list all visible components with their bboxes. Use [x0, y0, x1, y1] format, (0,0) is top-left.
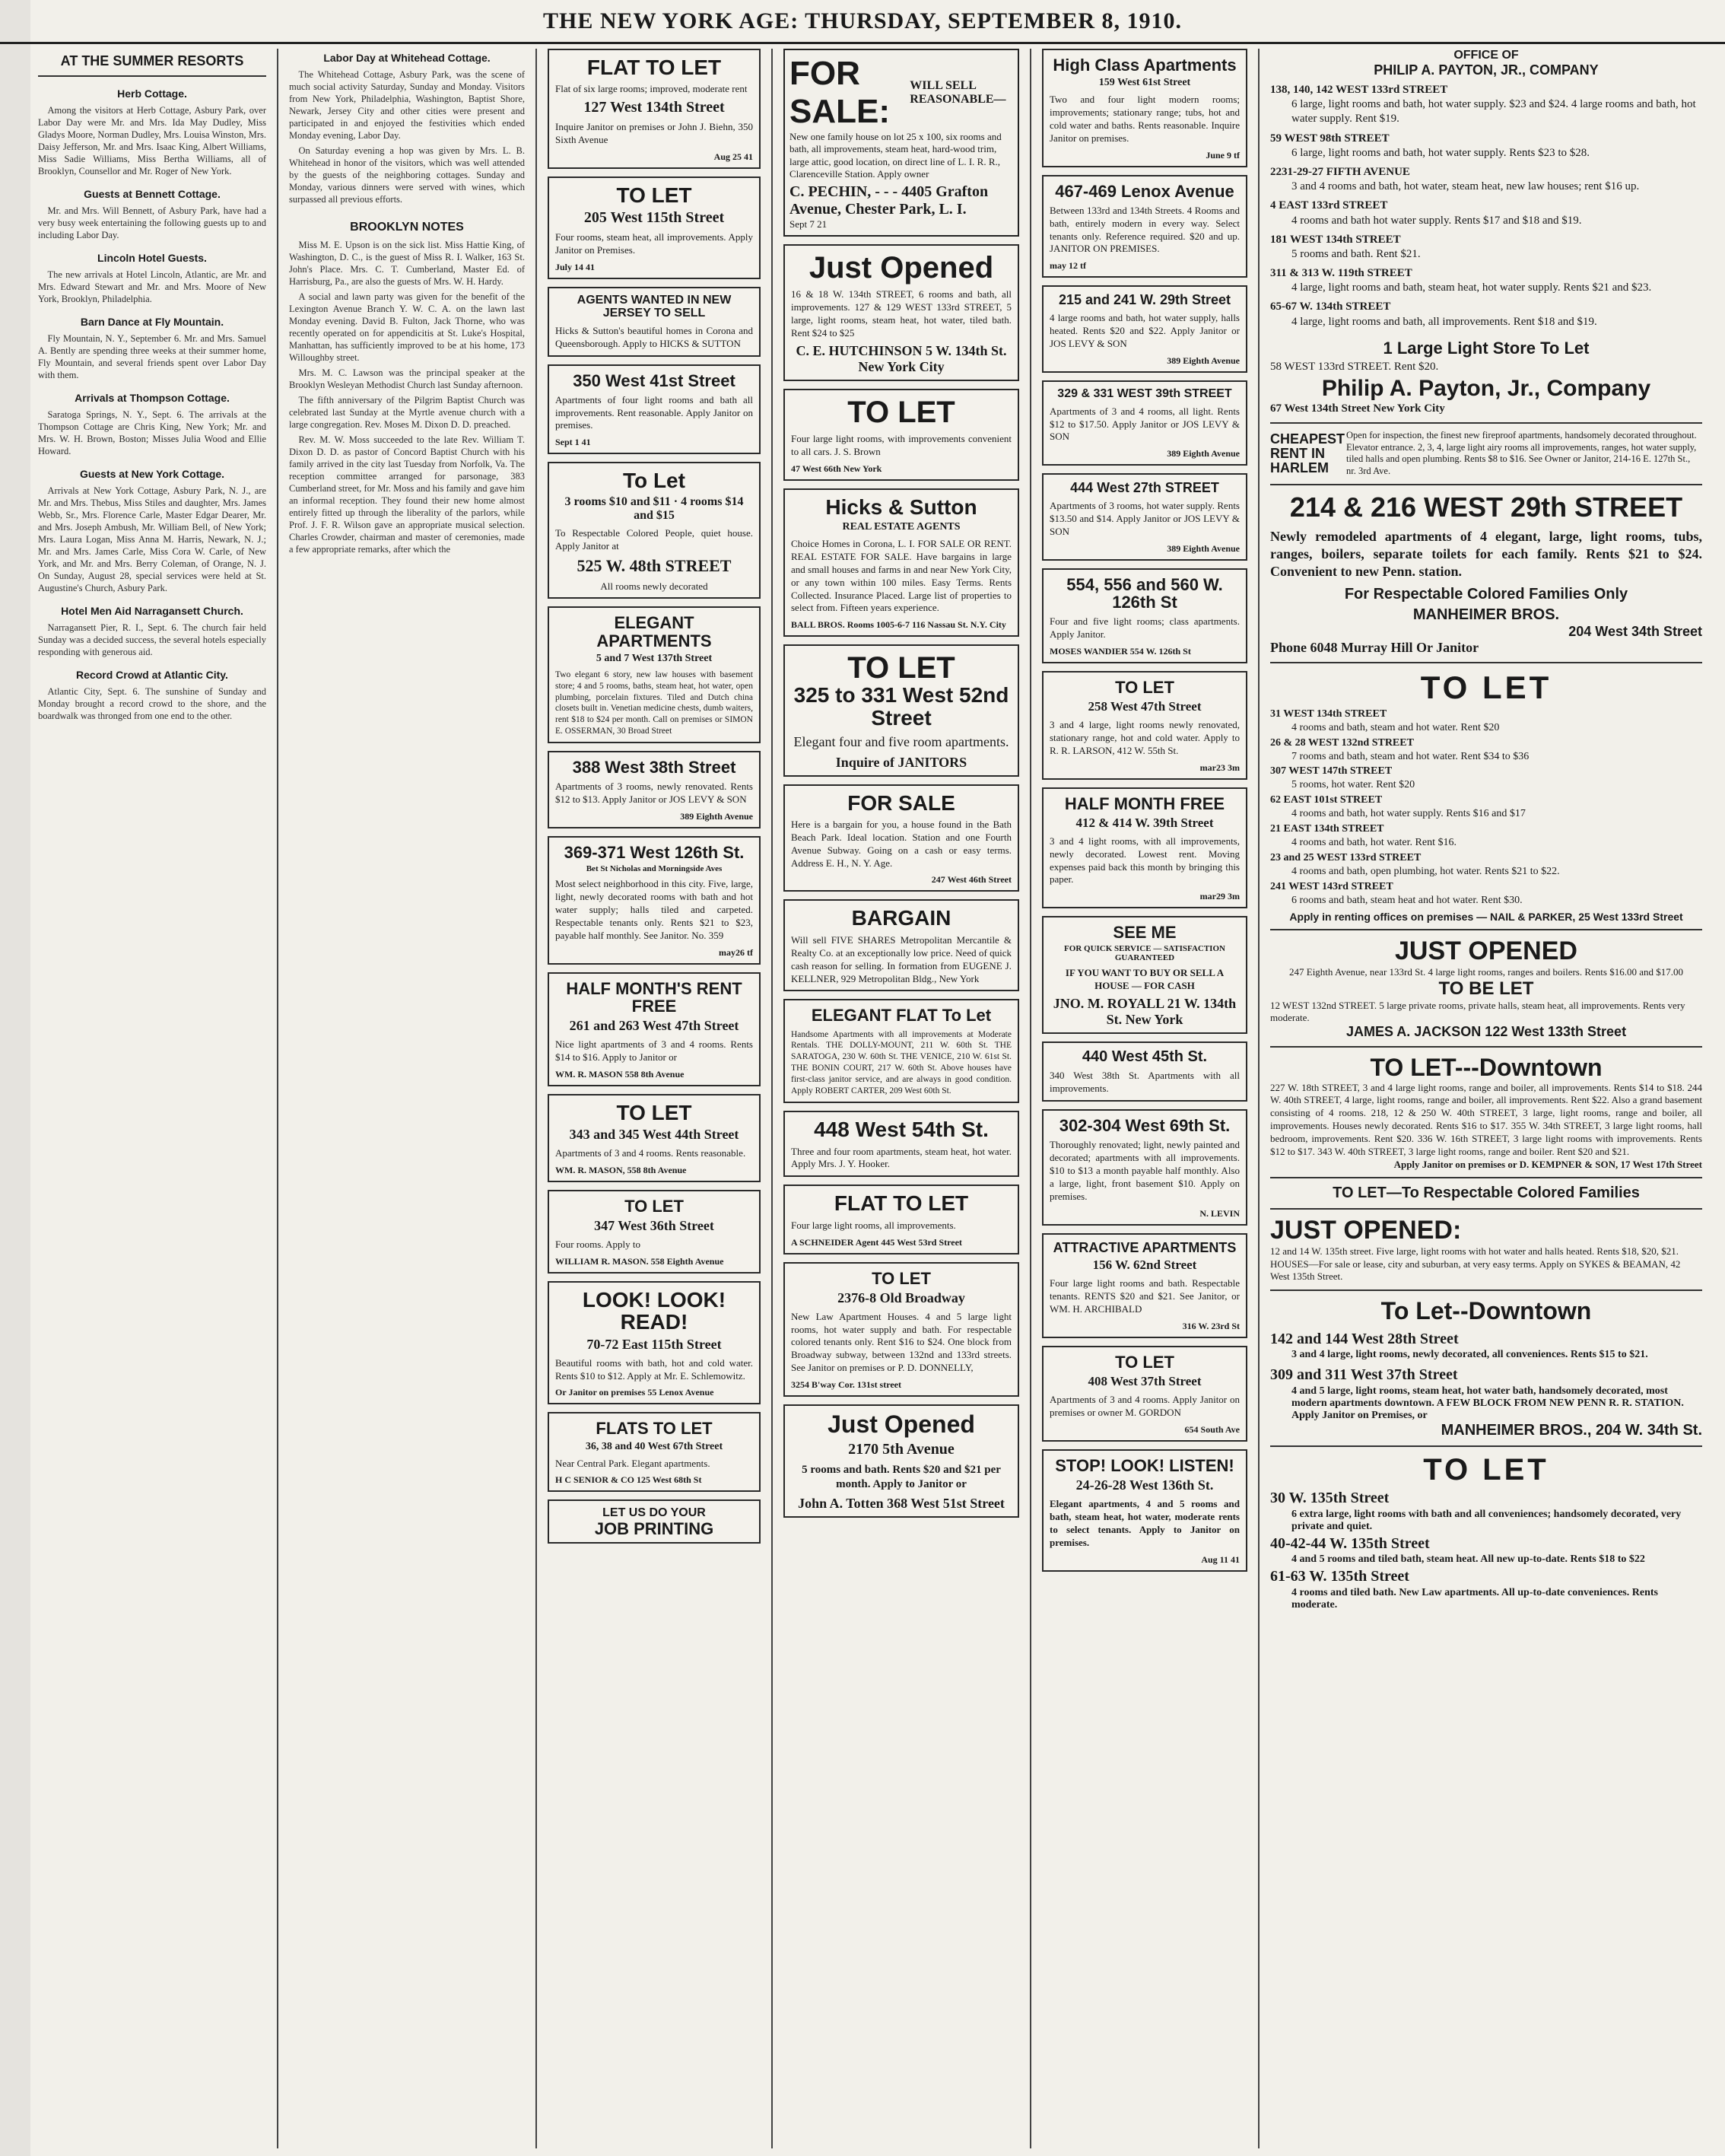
resort-section — [38, 252, 266, 305]
classified-ad — [783, 488, 1019, 638]
ad-body: Apartments of 3 rooms, newly renovated. Rents $12 to $13. Apply Janitor or JOS LEVY & SON — [555, 781, 753, 806]
story-text: The Whitehead Cottage, Asbury Park, was the scene of much social activity Saturday, Sunday and Monday. Visitors from New York, Philadelphia, Washington, Baptist Shore, Newark, Jersey City and other cities were present and participated in and enjoyed the festivities which ended Monday evening, Labor Day. — [289, 69, 525, 141]
to-be-let-body: 12 WEST 132nd STREET. 5 large private rooms, private halls, steam heat, all improvements. Rents very moderate. — [1270, 999, 1685, 1023]
ad-headline: TO LET — [616, 183, 692, 208]
ad-body: 16 & 18 W. 134th STREET, 6 rooms and bath, all improvements. 127 & 129 WEST 133rd STREET, 5 large, light rooms, steam heat, hot water, tiled bath. Rent $24 to $25 — [791, 288, 1012, 339]
downtown-2-address-a: 142 and 144 West 28th Street — [1270, 1330, 1459, 1347]
ad-subtitle: REAL ESTATE AGENTS — [842, 520, 961, 533]
divider — [1270, 1046, 1702, 1048]
ad-body: Three and four room apartments, steam heat, hot water. Apply Mrs. J. Y. Hooker. — [791, 1145, 1012, 1170]
ad-address: 156 W. 62nd Street — [1092, 1258, 1197, 1273]
ad-address: 205 West 115th Street — [583, 209, 725, 227]
ad-contact: 389 Eighth Avenue — [680, 811, 753, 822]
classified-ad — [548, 1094, 761, 1182]
manheimer-bros: MANHEIMER BROS. — [1412, 606, 1560, 623]
ad-body: Here is a bargain for you, a house found in the Bath Beach Park. Ideal location. Station and one Fourth Avenue Subway. Going on a cash or easy terms. Address E. H., N. Y. Age. — [791, 818, 1012, 869]
classified-ad — [1042, 1233, 1247, 1339]
brooklyn-notes-heading: BROOKLYN NOTES — [350, 221, 464, 234]
ad-body: Nice light apartments of 3 and 4 rooms. Rents $14 to $16. Apply to Janitor or — [555, 1038, 753, 1063]
story-text: Atlantic City, Sept. 6. The sunshine of Sunday and Monday brought a record crowd to the shore, and the boardwalk was thronged from one end to the other. — [38, 686, 266, 721]
ad-address: 2170 5th Avenue — [848, 1440, 955, 1458]
ad-contact: BALL BROS. Rooms 1005-6-7 116 Nassau St. N.Y. City — [791, 619, 1006, 631]
column-rule — [1258, 49, 1260, 2148]
ad-date: may 12 tf — [1050, 260, 1086, 272]
ad-subtitle: Bet St Nicholas and Morningside Aves — [586, 864, 723, 874]
payton-office-header — [1270, 49, 1702, 78]
classified-ad — [548, 1281, 761, 1405]
ad-headline: 302-304 West 69th St. — [1059, 1115, 1231, 1135]
ad-contact: C. E. HUTCHINSON 5 W. 134th St. New York City — [796, 342, 1007, 374]
story-text: Narragansett Pier, R. I., Sept. 6. The church fair held Sunday was a decided success, the several hotels especially responding with generous aid. — [38, 622, 266, 657]
section-heading: Lincoln Hotel Guests. — [97, 252, 207, 264]
ad-contact: JNO. M. ROYALL 21 W. 134th St. New York — [1053, 996, 1237, 1028]
section-title: AT THE SUMMER RESORTS — [38, 49, 266, 77]
payton-company: Philip A. Payton, Jr., Company — [1321, 376, 1651, 401]
for-sale-owner: C. PECHIN, - - - 4405 Grafton Avenue, Chester Park, L. I. — [789, 183, 989, 218]
ad-date: Aug 25 41 — [713, 151, 753, 163]
ad-date: mar23 3m — [1199, 762, 1240, 773]
ad-body: Apartments of 3 and 4 rooms, all light. Rents $12 to $17.50. Apply Janitor or JOS LEVY & SON — [1050, 405, 1240, 443]
ad-contact: MOSES WANDIER 554 W. 126th St — [1050, 645, 1191, 657]
classified-ad — [783, 899, 1019, 991]
story-text: Mr. and Mrs. Will Bennett, of Asbury Park, have had a very busy week entertaining the following guests up to and including Labor Day. — [38, 205, 266, 240]
ad-headline: TO LET — [616, 1100, 692, 1124]
ad-body: Elegant apartments, 4 and 5 rooms and bath, steam heat, hot water, moderate rents to select tenants. Apply to Janitor on premises. — [1050, 1498, 1240, 1548]
classified-ad — [548, 972, 761, 1086]
story-text: A social and lawn party was given for the benefit of the Lexington Avenue Branch Y. W. C. A. on the lawn last Monday evening. David B. Fulton, Jack Thorne, who was recently operated on for appendicitis at St. Luke's Hospital, Manhattan, has sufficiently improved to be at his home, 173 Willoughby street. — [289, 291, 525, 363]
ad-body: Choice Homes in Corona, L. I. FOR SALE OR RENT. REAL ESTATE FOR SALE. Have bargains in large and small houses and farms in and near New York City, or any town within 100 miles. Easy Terms. Rents Collected. Insurance Placed. Large list of properties to select from. Fifteen years experience. — [791, 537, 1012, 614]
ad-contact: H C SENIOR & CO 125 West 68th St — [555, 1474, 702, 1486]
ad-contact: Or Janitor on premises 55 Lenox Avenue — [555, 1387, 714, 1398]
ad-date: June 9 tf — [1206, 149, 1240, 161]
ad-headline: Hicks & Sutton — [825, 494, 977, 519]
downtown-2-contact: MANHEIMER BROS., 204 W. 34th St. — [1441, 1421, 1702, 1439]
ad-address: 325 to 331 West 52nd Street — [793, 683, 1009, 730]
ad-headline: Just Opened — [828, 1410, 975, 1439]
story-text: Among the visitors at Herb Cottage, Asbury Park, over Labor Day were Mr. and Mrs. Ida May Dudley, Miss Gladys Moore, Norman Dudley, Mrs. Louisa Winston, Mrs. Daisy Jefferson, Mr. and Mrs. Isaac King, Albert Williams, Miss Sadie Williams, Miss Bertha Williams, all of Brooklyn, Counsellor and Mr. Roger of New York. — [38, 105, 266, 176]
divider — [1270, 1177, 1702, 1178]
classified-ad — [548, 364, 761, 455]
to-let-address-a: 30 W. 135th Street — [1270, 1489, 1390, 1506]
column-classified-ads-3 — [1034, 49, 1255, 2148]
ad-contact: WM. R. MASON, 558 8th Avenue — [555, 1164, 687, 1175]
to-let-detail-a: 6 extra large, light rooms with bath and all conveniences; handsomely decorated, very private and quiet. — [1291, 1508, 1682, 1532]
for-sale-ad — [783, 49, 1019, 237]
resort-section — [38, 669, 266, 722]
classified-ad — [1042, 473, 1247, 561]
ad-address: 159 West 61st Street — [1098, 77, 1191, 89]
listing-item: 59 WEST 98th STREET 6 large, light rooms and bath, hot water supply. Rents $23 to $28. — [1270, 132, 1590, 159]
ad-address: 343 and 345 West 44th Street — [569, 1127, 739, 1143]
downtown-2-address-b: 309 and 311 West 37th Street — [1270, 1366, 1458, 1384]
ad-headline: 369-371 West 126th St. — [564, 843, 745, 863]
divider — [1270, 1289, 1702, 1291]
classified-ad — [1042, 568, 1247, 663]
story-text: Miss M. E. Upson is on the sick list. Miss Hattie King, of Washington, D. C., is the guest of Miss R. I. Walker, 163 St. John's Place. Mrs. C. T. Cumberland, Master Ed. of Harrisburg, Pa., are also the guests of Mrs. W. H. Hardy. — [289, 240, 525, 287]
ad-contact: N. LEVIN — [1199, 1207, 1240, 1219]
ad-headline: 388 West 38th Street — [572, 758, 736, 777]
resort-section — [38, 468, 266, 594]
classified-ad — [548, 1412, 761, 1492]
resort-section — [38, 188, 266, 241]
story-text: Fly Mountain, N. Y., September 6. Mr. and Mrs. Samuel A. Bently are spending three weeks at their summer home, Fly Mountain, and several friends spent over Labor Day with them. — [38, 333, 266, 380]
to-let-last-headline: TO LET — [1423, 1452, 1549, 1487]
ad-body: Four rooms, steam heat, all improvements. Apply Janitor on Premises. — [555, 231, 753, 256]
ad-headline: TO LET — [847, 395, 955, 429]
listing-item: 65-67 W. 134th STREET 4 large, light rooms and bath, all improvements. Rent $18 and $19. — [1270, 301, 1597, 328]
divider — [1270, 1208, 1702, 1210]
ad-body: Apartments of four light rooms and bath all improvements. Rent reasonable. Apply Janitor on premises. — [555, 393, 753, 431]
phone-line: Phone 6048 Murray Hill Or Janitor — [1270, 639, 1479, 655]
story-text: Mrs. M. C. Lawson was the principal speaker at the Brooklyn Wesleyan Methodist Church last Sunday afternoon. — [289, 367, 525, 390]
ad-contact: 316 W. 23rd St — [1182, 1321, 1240, 1332]
ad-body: Between 133rd and 134th Streets. 4 Rooms and bath, entirely modern in every way. Select tenants only. Reference required. $20 and up. JANITOR ON PREMISES. — [1050, 204, 1240, 255]
ad-body: Four large light rooms, all improvements. — [791, 1219, 956, 1231]
to-let-detail-c: 4 rooms and tiled bath. New Law apartments. All up-to-date conveniences. Rents moderate. — [1291, 1586, 1658, 1611]
ad-contact: 389 Eighth Avenue — [1167, 448, 1240, 460]
classified-ad — [548, 462, 761, 599]
ad-contact: 247 West 46th Street — [931, 874, 1012, 886]
ad-headline: 215 and 241 W. 29th Street — [1058, 292, 1231, 308]
classified-ad — [1042, 671, 1247, 780]
masthead — [0, 0, 1725, 44]
listing-item: 31 WEST 134th STREET 4 rooms and bath, steam and hot water. Rent $20 — [1270, 708, 1500, 733]
listing-item: 138, 140, 142 WEST 133rd STREET 6 large, light rooms and bath, hot water supply. $23 and $24. 4 large rooms and bath, hot water supply. Rent $19. — [1270, 84, 1696, 126]
story-text: The fifth anniversary of the Pilgrim Baptist Church was celebrated last Sunday at the Myrtle avenue church with a large congregation. Rev. Moses M. Dixon D. D. preached. — [289, 395, 525, 430]
section-heading: Guests at Bennett Cottage. — [84, 188, 221, 200]
story-text: The new arrivals at Hotel Lincoln, Atlantic, are Mr. and Mrs. Edward Stewart and Mr. and Mrs. Moore of New York, Brooklyn, Philadelphia. — [38, 269, 266, 304]
just-opened-headline: JUST OPENED — [1395, 936, 1577, 965]
ad-body: Apartments of 3 rooms, hot water supply. Rents $13.50 and $14. Apply Janitor or JOS LEVY & SON — [1050, 500, 1240, 538]
kempner-contact: Apply Janitor on premises or D. KEMPNER & SON, 17 West 17th Street — [1393, 1158, 1702, 1170]
just-opened-body: 247 Eighth Avenue, near 133rd St. 4 large light rooms, ranges and boilers. Rents $16.00 and $17.00 — [1289, 965, 1683, 978]
story-text: Arrivals at New York Cottage, Asbury Park, N. J., are Mr. and Mrs. Thebus, Miss Stiles and daughter, Mrs. James Webb, Sr., Mrs. Florence Carle, Master Edgar Dearer, Mr. and Mrs. Joseph Ambush, Mr. William Bell, of New York; Mrs. Laura Logan, Miss Anna M. Harris, Newark, N. J.; Mr. and Mrs. James Carle, Miss Cora W. Carle, of New York, and Mr. and Mrs. Berry Coleman, of Orange, N. J. On Sunday, August 28, special services were held at St. Augustine's Church, Asbury Park. — [38, 485, 266, 593]
classified-ad — [783, 784, 1019, 892]
to-let-address-b: 40-42-44 W. 135th Street — [1270, 1534, 1430, 1552]
ad-body: To Respectable Colored People, quiet house. Apply Janitor at — [555, 526, 753, 552]
ad-body: Thoroughly renovated; light, newly painted and decorated; apartments with all improvements. $10 to $13 a month payable half monthly. Also a large, light, front basement $10. Apply on premises. — [1050, 1139, 1240, 1202]
classified-ad — [548, 1190, 761, 1274]
listing-item: 26 & 28 WEST 132nd STREET 7 rooms and bath, steam and hot water. Rent $34 to $36 — [1270, 736, 1530, 762]
ad-headline: ATTRACTIVE APARTMENTS — [1053, 1239, 1237, 1255]
column-rule — [771, 49, 773, 2148]
classified-ad — [548, 1499, 761, 1544]
manheimer-address: 204 West 34th Street — [1568, 623, 1702, 639]
ad-body: Four rooms. Apply to — [555, 1239, 640, 1251]
classified-ad — [548, 49, 761, 169]
ad-body: Apartments of 3 and 4 rooms. Apply Janitor on premises or owner M. GORDON — [1050, 1394, 1240, 1419]
cheapest-body: Open for inspection, the finest new fireproof apartments, handsomely decorated throughout. Elevator entrance. 2, 3, 4, large light airy rooms all improvements, ranges, hot water supply, tiled halls and open plumbing. Rents $8 to $16. See Owner or Janitor, 214-16 E. 127th St., nr. 3rd Ave. — [1346, 430, 1697, 477]
ad-body: 3 and 4 light rooms, with all improvements, newly decorated. Lowest rent. Moving expenses paid back this month by bringing this paper. — [1050, 835, 1240, 886]
ad-body: Four and five light rooms; class apartments. Apply Janitor. — [1050, 615, 1240, 640]
ad-headline: HALF MONTH'S RENT FREE — [566, 978, 742, 1016]
ad-body: Hicks & Sutton's beautiful homes in Corona and Queensborough. Apply to HICKS & SUTTON — [555, 324, 753, 349]
ad-address: 70-72 East 115th Street — [586, 1336, 722, 1352]
ad-headline: 440 West 45th St. — [1082, 1048, 1208, 1066]
ad-body: Elegant four and five room apartments. — [793, 734, 1009, 750]
ad-body: Handsome Apartments with all improvements at Moderate Rentals. THE DOLLY-MOUNT, 211 W. 60th St. THE SARATOGA, 230 W. 60th St. THE VENICE, 210 W. 61st St. THE BONIN COURT, 217 W. 60th St. Above houses have first-class janitor service, and are always in good condition. Apply ROBERT CARTER, 209 West 60th St. — [791, 1029, 1012, 1096]
ad-headline: TO LET — [872, 1268, 931, 1288]
column-classified-ads-2 — [776, 49, 1027, 2148]
for-sale-body: New one family house on lot 25 x 100, six rooms and bath, all improvements, steam heat, hard-wood trim, large attic, good location, on direct line of L. I. R. R., Clarenceville Station. Apply owner — [789, 131, 1002, 180]
section-heading: Arrivals at Thompson Cottage. — [75, 392, 230, 404]
ad-headline: TO LET — [847, 651, 955, 685]
ad-address: 24-26-28 West 136th St. — [1075, 1477, 1214, 1493]
for-sale-headline: FOR SALE: — [789, 55, 890, 130]
classified-ad — [1042, 1346, 1247, 1442]
ad-contact: 389 Eighth Avenue — [1167, 355, 1240, 366]
classified-ad — [783, 389, 1019, 481]
column-rule — [535, 49, 537, 2148]
column-classified-ads-1 — [540, 49, 768, 2148]
ad-contact: WILLIAM R. MASON. 558 Eighth Avenue — [555, 1255, 724, 1267]
ad-contact: John A. Totten 368 West 51st Street — [798, 1495, 1005, 1511]
jackson-contact: JAMES A. JACKSON 122 West 133th Street — [1345, 1023, 1627, 1039]
classified-ad — [1042, 1449, 1247, 1572]
ad-address: 127 West 134th Street — [583, 99, 725, 116]
ad-body: 3 and 4 large, light rooms newly renovated, stationary range, hot and cold water. Apply to R. R. LARSON, 412 W. 55th St. — [1050, 718, 1240, 756]
newspaper-page — [30, 49, 1710, 2148]
ad-headline: SEE ME — [1113, 923, 1177, 943]
ad-address: 261 and 263 West 47th Street — [569, 1017, 739, 1033]
ad-contact: 47 West 66th New York — [791, 463, 882, 474]
ad-headline: LET US DO YOUR — [602, 1506, 706, 1520]
column-rule — [1030, 49, 1031, 2148]
ad-headline: HALF MONTH FREE — [1064, 793, 1225, 813]
classified-ad — [548, 836, 761, 965]
divider — [1270, 422, 1702, 424]
masthead-title: THE NEW YORK AGE: THURSDAY, SEPTEMBER 8, 1910. — [542, 8, 1183, 33]
ad-body: New Law Apartment Houses. 4 and 5 large light rooms, hot water supply and bath. For respectable colored tenants only. Rent $16 to $24. One block from Broadway subway, between 132nd and 133rd streets. See Janitor on premises or P. D. DONNELLY, — [791, 1310, 1012, 1374]
column-realty-offices — [1263, 49, 1710, 2148]
listing-item: 311 & 313 W. 119th STREET 4 large, light rooms and bath, steam heat, hot water supply. Rents $21 and $23. — [1270, 267, 1652, 294]
downtown-2-detail-a: 3 and 4 large, light rooms, newly decorated, all conveniences. Rents $15 to $21. — [1291, 1349, 1648, 1361]
resort-section — [38, 316, 266, 381]
ad-address: 408 West 37th Street — [1088, 1374, 1202, 1389]
ad-body: Four large light rooms and bath. Respectable tenants. RENTS $20 and $21. See Janitor, or WM. H. ARCHIBALD — [1050, 1277, 1240, 1315]
ad-headline: AGENTS WANTED IN NEW JERSEY TO SELL — [577, 294, 732, 320]
resort-section — [38, 392, 266, 457]
to-let-detail-b: 4 and 5 rooms and tiled bath, steam heat. All new up-to-date. Rents $18 to $22 — [1291, 1553, 1645, 1566]
section-heading: Guests at New York Cottage. — [79, 468, 225, 480]
ad-contact: 654 South Ave — [1184, 1423, 1240, 1435]
listing-item: 21 EAST 134th STREET 4 rooms and bath, hot water. Rent $16. — [1270, 823, 1457, 849]
classified-ad — [1042, 285, 1247, 373]
listing-item: 2231-29-27 FIFTH AVENUE 3 and 4 rooms and bath, hot water, steam heat, new law houses; rent $16 up. — [1270, 165, 1640, 193]
classified-ad — [1042, 787, 1247, 909]
ad-headline: TO LET — [624, 1196, 684, 1216]
ad-headline: 444 West 27th STREET — [1070, 480, 1219, 496]
story-text: On Saturday evening a hop was given by Mrs. L. B. Whitehead in honor of the visitors, which was well attended by the guests of the neighboring cottages. Sunday and Monday, various dinners were served with wines, which surpassed all previous efforts. — [289, 145, 525, 205]
column-summer-resorts — [30, 49, 274, 2148]
big-ad-body: Newly remodeled apartments of 4 elegant, large, light rooms, tubs, ranges, boilers, separate toilets for each family. Rents $21 to $24. Convenient to new Penn. station. — [1270, 528, 1702, 580]
ad-date: may26 tf — [719, 946, 753, 958]
ad-headline: To Let — [623, 469, 685, 493]
ad-address: 258 West 47th Street — [1088, 698, 1202, 714]
ad-body: Near Central Park. Elegant apartments. — [555, 1457, 710, 1469]
nail-parker-contact: Apply in renting offices on premises — NAIL & PARKER, 25 West 133rd Street — [1289, 910, 1683, 923]
for-sale-tagline: WILL SELL REASONABLE— — [910, 79, 1006, 106]
listing-item: 241 WEST 143rd STREET 6 rooms and bath, steam heat and hot water. Rent $30. — [1270, 880, 1523, 906]
section-heading: Labor Day at Whitehead Cottage. — [323, 52, 491, 64]
listing-item: 62 EAST 101st STREET 4 rooms and bath, hot water supply. Rents $16 and $17 — [1270, 794, 1526, 820]
listing-item: 181 WEST 134th STREET 5 rooms and bath. Rent $21. — [1270, 233, 1421, 260]
to-let-address-c: 61-63 W. 135th Street — [1270, 1568, 1409, 1585]
ad-headline: 467-469 Lenox Avenue — [1055, 181, 1234, 201]
classified-ad — [1042, 49, 1247, 167]
ad-body: 5 rooms and bath. Rents $20 and $21 per month. Apply to Janitor or — [802, 1463, 1001, 1491]
classified-ad — [1042, 1041, 1247, 1102]
ad-headline: BARGAIN — [851, 906, 951, 930]
ad-address: 36, 38 and 40 West 67th Street — [585, 1440, 723, 1452]
downtown-2-detail-b: 4 and 5 large, light rooms, steam heat, hot water bath, handsomely decorated, most modern apartments downtown. A FEW BLOCK FROM NEW PENN R. R. STATION. Apply Janitor on Premises, or — [1291, 1385, 1684, 1421]
nail-parker-listings — [1270, 708, 1702, 908]
ad-body: Will sell FIVE SHARES Metropolitan Mercantile & Realty Co. at an exceptionally low price. Need of quick cash reason for selling. In formation from EUGENE J. KELLNER, 929 Metropolitan Bldg., New York — [791, 933, 1012, 984]
cheapest-rent-ad — [1270, 430, 1702, 478]
classified-ad — [783, 1262, 1019, 1398]
classified-ad — [1042, 175, 1247, 278]
ad-date: Sept 1 41 — [555, 437, 591, 448]
ad-headline: TO LET — [1115, 1353, 1174, 1372]
payton-address: 67 West 134th Street New York City — [1270, 402, 1445, 415]
ad-note: All rooms newly decorated — [600, 580, 708, 592]
ad-address: 525 W. 48th STREET — [577, 555, 732, 575]
respectable-families-headline: TO LET—To Respectable Colored Families — [1333, 1184, 1640, 1201]
ad-date: mar29 3m — [1199, 891, 1240, 902]
ad-address: 2376-8 Old Broadway — [837, 1289, 965, 1305]
ad-headline: TO LET — [1115, 677, 1174, 697]
column-social-notes — [281, 49, 532, 2148]
ad-address: 412 & 414 W. 39th Street — [1075, 815, 1214, 830]
ad-contact: WM. R. MASON 558 8th Avenue — [555, 1068, 685, 1080]
divider — [1270, 1445, 1702, 1447]
ad-headline: 329 & 331 WEST 39th STREET — [1057, 386, 1232, 400]
classified-ad — [548, 606, 761, 743]
divider — [1270, 929, 1702, 930]
classified-ad — [1042, 1109, 1247, 1226]
ad-body: IF YOU WANT TO BUY OR SELL A HOUSE — FOR CASH — [1065, 967, 1225, 992]
classified-ad — [548, 176, 761, 279]
divider — [1270, 484, 1702, 485]
to-be-let-headline: TO BE LET — [1438, 978, 1534, 999]
ad-address: 347 West 36th Street — [594, 1218, 714, 1234]
ad-body: Beautiful rooms with bath, hot and cold water. Rents $10 to $12. Apply at Mr. E. Schlemowitz. — [555, 1356, 753, 1382]
for-sale-row — [789, 55, 1013, 131]
story-text: Rev. M. W. Moss succeeded to the late Rev. William T. Dixon D. D. as pastor of Concord Baptist Church with his family arrived in the city last Tuesday from Norfolk, Va. The reception committee arranged for parsonage, 383 Cumberland street, for Mr. Moss and his family and gave him an informal reception. They found their new home almost entirely fitted up through the liberality of the parlors, while Prof. J. F. R. Wilson gave an appropriate musical selection. Charles Crowder, chairman and master of ceremonies, made a few appropriate remarks, after which the — [289, 434, 525, 555]
ad-body: Most select neighborhood in this city. Five, large, light, newly decorated rooms with bath and hot water supply; halls tiled and carpeted. Respectable tenants only. Rents $21 to $23, payable half monthly. See Janitor. No. 359 — [555, 878, 753, 941]
ad-headline: ELEGANT APARTMENTS — [596, 613, 712, 650]
section-heading: Hotel Men Aid Narragansett Church. — [61, 605, 243, 617]
for-sale-date: Sept 7 21 — [789, 218, 828, 230]
ad-body: Apartments of 3 and 4 rooms. Rents reasonable. — [555, 1147, 746, 1159]
resort-section — [38, 87, 266, 177]
ad-body: Flat of six large rooms; improved, moderate rent — [555, 83, 748, 95]
ad-body: Two and four light modern rooms; improvements; stationary range; tubs, hot and cold water and baths. Rents reasonable. Inquire Janitor on premises. — [1050, 94, 1240, 144]
ad-body: Four large light rooms, with improvements convenient to all cars. J. S. Brown — [791, 432, 1012, 457]
ad-contact: 389 Eighth Avenue — [1167, 542, 1240, 554]
ad-contact: A SCHNEIDER Agent 445 West 53rd Street — [791, 1236, 962, 1248]
listing-item: 23 and 25 WEST 133rd STREET 4 rooms and bath, open plumbing, hot water. Rents $21 to $22. — [1270, 851, 1560, 877]
ad-contact: 3254 B'way Cor. 131st street — [791, 1379, 901, 1391]
downtown-headline: TO LET---Downtown — [1370, 1053, 1603, 1081]
divider — [1270, 662, 1702, 663]
ad-headline: Just Opened — [808, 251, 994, 285]
classified-ad — [548, 751, 761, 828]
payton-listings — [1270, 83, 1702, 329]
big-ad-headline: 214 & 216 WEST 29th STREET — [1289, 491, 1683, 523]
office-label: OFFICE OF — [1453, 49, 1519, 62]
section-heading: Barn Dance at Fly Mountain. — [80, 316, 224, 328]
downtown-body: 227 W. 18th STREET, 3 and 4 large light rooms, range and boiler, all improvements. Rents $14 to $18. 244 W. 40th STREET, 4 large, light rooms, range and boiler, all improvements. Rent $22. Also a grand basement consisting of 4 rooms. 218, 12 & 250 W. 40th STREET, 3 large, light rooms, range and boiler, all improvements. Houses newly decorated. Rents $16 to $17. 355 W. 34th STREET, 3 large light rooms, hall bedroom, improvements. Rent $20. 336 W. 16th STREET, 3 large light rooms with improvements. Rents $12 to $17. 343 W. 40th STREET, 3 large light rooms, range and boiler. Rent $20 and $21. — [1270, 1081, 1702, 1157]
ad-headline: FOR SALE — [847, 790, 955, 815]
classified-ad — [1042, 380, 1247, 466]
classified-ad — [783, 999, 1019, 1103]
ad-headline: STOP! LOOK! LISTEN! — [1055, 1455, 1234, 1475]
page-edge-shadow — [0, 0, 30, 2156]
ad-headline: FLAT TO LET — [834, 1191, 969, 1216]
ad-headline: 350 West 41st Street — [573, 370, 735, 390]
story-text: Saratoga Springs, N. Y., Sept. 6. The arrivals at the Thompson Cottage are Chris King, New York; Mr. and Mrs. W. H. Brown, Boston; Misses Julia Wood and Ellie Howard. — [38, 409, 266, 456]
classified-ad — [783, 1111, 1019, 1177]
store-address: 58 WEST 133rd STREET. Rent $20. — [1270, 360, 1439, 373]
section-heading: Record Crowd at Atlantic City. — [76, 669, 228, 681]
ad-headline: 448 West 54th St. — [814, 1118, 989, 1142]
ad-date: Aug 11 41 — [1201, 1553, 1240, 1565]
ad-headline: LOOK! LOOK! READ! — [582, 1287, 726, 1334]
ad-headline: FLATS TO LET — [596, 1419, 713, 1439]
downtown-2-headline: To Let--Downtown — [1380, 1296, 1592, 1324]
classified-ad — [783, 244, 1019, 381]
resort-section — [38, 605, 266, 658]
listing-item: 307 WEST 147th STREET 5 rooms, hot water. Rent $20 — [1270, 765, 1415, 791]
just-opened-2-headline: JUST OPENED: — [1270, 1215, 1462, 1245]
store-to-let: 1 Large Light Store To Let — [1383, 338, 1590, 358]
big-ad-subtitle: For Respectable Colored Families Only — [1344, 585, 1628, 603]
just-opened-2-body: 12 and 14 W. 135th street. Five large, light rooms with hot water and halls heated. Rents $18, $20, $21. HOUSES—For sale or lease, city and suburban, at very easy terms. Apply on SYKES & BEAMAN, 42 West 135th Street. — [1270, 1245, 1681, 1283]
ad-contact: Inquire of JANITORS — [835, 754, 967, 770]
classified-ad — [548, 287, 761, 356]
ad-address: 5 and 7 West 137th Street — [596, 652, 713, 664]
cheapest-headline: CHEAPEST RENT IN HARLEM — [1270, 431, 1345, 475]
ad-date: July 14 41 — [555, 262, 596, 273]
listing-item: 4 EAST 133rd STREET 4 rooms and bath hot water supply. Rents $17 and $18 and $19. — [1270, 199, 1582, 227]
ad-body: 340 West 38th St. Apartments with all improvements. — [1050, 1070, 1240, 1095]
to-let-headline: TO LET — [1420, 669, 1552, 705]
ad-body: Two elegant 6 story, new law houses with basement store; 4 and 5 rooms, baths, steam heat, hot water, open plumbing, porcelain fixtures. Tiled and Dutch china closets built in. Venetian medicine chests, dumb waiters, rent $18 to $24 per month. Call on premises or SIMON E. OSSERMAN, 30 Broad Street — [555, 669, 753, 736]
company-name: PHILIP A. PAYTON, JR., COMPANY — [1374, 62, 1599, 78]
ad-headline: FLAT TO LET — [586, 56, 722, 79]
section-heading: Herb Cottage. — [117, 87, 187, 100]
ad-headline-2: JOB PRINTING — [594, 1519, 714, 1539]
classified-ad — [783, 1185, 1019, 1254]
classified-ad — [783, 1404, 1019, 1518]
classified-ad — [783, 644, 1019, 776]
ad-prices: 3 rooms $10 and $11 · 4 rooms $14 and $15 — [564, 494, 744, 522]
ad-headline: ELEGANT FLAT To Let — [811, 1006, 992, 1026]
ad-body: 4 large rooms and bath, hot water supply, halls heated. Rents $20 and $22. Apply Janitor or JOS LEVY & SON — [1050, 312, 1240, 349]
classified-ad — [1042, 916, 1247, 1034]
ad-subtitle: FOR QUICK SERVICE — SATISFACTION GUARANTEED — [1064, 944, 1225, 963]
ad-contact: Inquire Janitor on premises or John J. Biehn, 350 Sixth Avenue — [555, 121, 753, 146]
ad-headline: High Class Apartments — [1053, 56, 1237, 75]
ad-headline: 554, 556 and 560 W. 126th St — [1066, 574, 1223, 612]
column-rule — [277, 49, 278, 2148]
